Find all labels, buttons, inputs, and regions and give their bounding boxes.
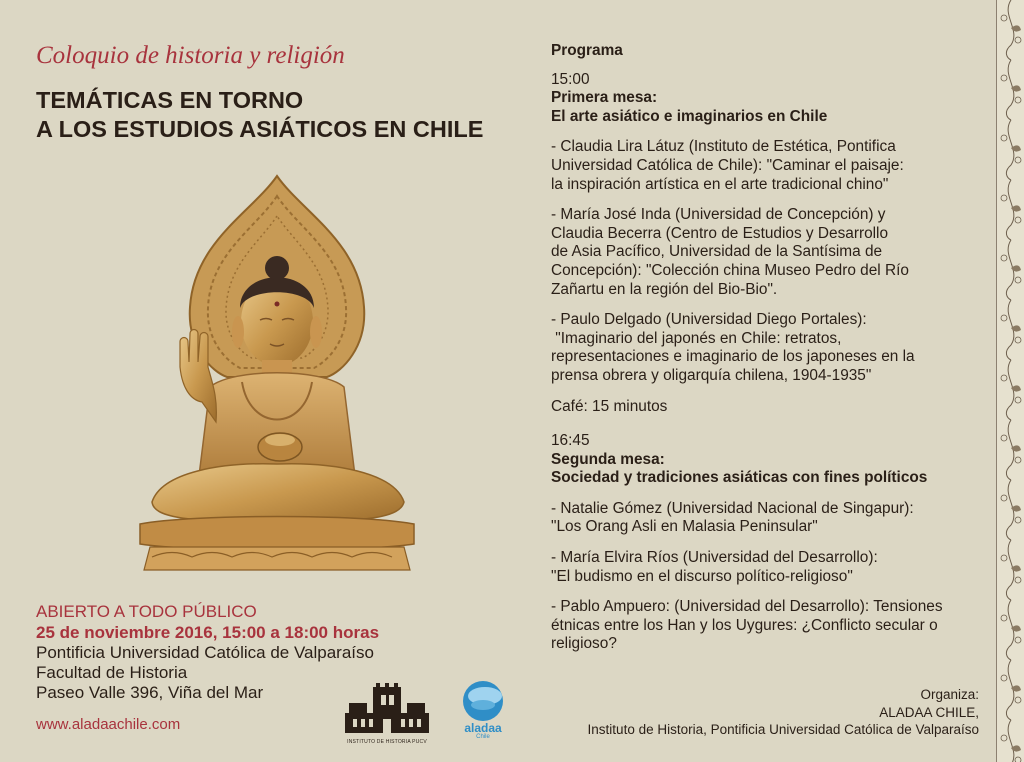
pucv-caption: INSTITUTO DE HISTORIA PUCV	[347, 739, 427, 745]
organizer-aladaa: ALADAA CHILE,	[879, 704, 979, 720]
talk-line: de Asia Pacífico, Universidad de la Santísima de	[551, 243, 883, 261]
event-date: 25 de noviembre 2016, 15:00 a 18:00 horas	[36, 623, 380, 642]
talk-line: la inspiración artística en el arte tradicional chino"	[551, 175, 889, 193]
talk-line: - Claudia Lira Látuz (Instituto de Estética, Pontifica	[551, 138, 896, 156]
session2-subtitle: Sociedad y tradiciones asiáticas con fines políticos	[551, 469, 928, 487]
talk	[551, 598, 991, 654]
session1-subtitle: El arte asiático e imaginarios en Chile	[551, 107, 828, 125]
venue-address: Paseo Valle 396, Viña del Mar	[36, 683, 264, 702]
venue-faculty: Facultad de Historia	[36, 663, 188, 682]
organizer-institute: Instituto de Historia, Pontificia Universidad Católica de Valparaíso	[587, 722, 979, 737]
program	[551, 42, 991, 654]
organizers-label: Organiza:	[920, 687, 979, 702]
program-heading: Programa	[551, 42, 623, 59]
website-link[interactable]: www.aladaachile.com	[36, 716, 181, 733]
talk-line: Universidad Católica de Chile): "Caminar el paisaje:	[551, 156, 904, 174]
talk-line: Concepción): "Colección china Museo Pedro del Río	[551, 261, 909, 279]
talk-line: - Natalie Gómez (Universidad Nacional de Singapur):	[551, 499, 914, 517]
venue-university: Pontificia Universidad Católica de Valparaíso	[36, 643, 374, 662]
talk-line: Zañartu en la región del Bio-Bio".	[551, 280, 778, 298]
session1-time: 15:00	[551, 70, 590, 88]
talk-line: - Pablo Ampuero: (Universidad del Desarrollo): Tensiones	[551, 598, 943, 616]
talk	[551, 138, 991, 194]
talk-line: - María José Inda (Universidad de Concepción) y	[551, 206, 886, 224]
aladaa-wordmark: aladaa	[464, 721, 502, 735]
organizers	[588, 686, 979, 739]
session1-title: Primera mesa:	[551, 89, 658, 107]
talk	[551, 549, 991, 586]
session2-title: Segunda mesa:	[551, 450, 665, 468]
building-icon	[343, 683, 431, 735]
event-title	[36, 86, 483, 144]
coffee-break: Café: 15 minutos	[551, 397, 668, 415]
talk-line: - María Elvira Ríos (Universidad del Desarrollo):	[551, 549, 878, 567]
title-line: TEMÁTICAS EN TORNO	[36, 87, 304, 113]
aladaa-circle-icon	[455, 681, 511, 723]
buddha-statue-image	[132, 172, 422, 577]
talk-line: representaciones e imaginario de los japoneses en la	[551, 348, 915, 366]
pucv-logo	[343, 683, 431, 745]
aladaa-logo	[455, 681, 517, 743]
talk-line: - Paulo Delgado (Universidad Diego Portales):	[551, 311, 867, 329]
talk-line: "Los Orang Asli en Malasia Peninsular"	[551, 518, 818, 536]
title-line: A LOS ESTUDIOS ASIÁTICOS EN CHILE	[36, 116, 484, 142]
talk-line: Claudia Becerra (Centro de Estudios y Desarrollo	[551, 224, 889, 242]
talk	[551, 311, 991, 385]
talk	[551, 500, 991, 537]
open-to-public: ABIERTO A TODO PÚBLICO	[36, 602, 257, 621]
talk	[551, 206, 991, 299]
talk-line: religioso?	[551, 635, 617, 653]
aladaa-chile-label: Chile	[476, 734, 490, 740]
floral-pattern-icon	[997, 0, 1024, 762]
event-subtitle: Coloquio de historia y religión	[36, 42, 345, 69]
talk-line: "El budismo en el discurso político-religioso"	[551, 567, 853, 585]
talk-line: étnicas entre los Han y los Uygures: ¿Conflicto secular o	[551, 616, 938, 634]
talk-line: prensa obrera y oligarquía chilena, 1904-1935"	[551, 366, 872, 384]
talk-line: "Imaginario del japonés en Chile: retratos,	[551, 329, 842, 347]
event-info	[36, 601, 379, 703]
session2-time: 16:45	[551, 432, 590, 450]
ornamental-border	[996, 0, 1024, 762]
